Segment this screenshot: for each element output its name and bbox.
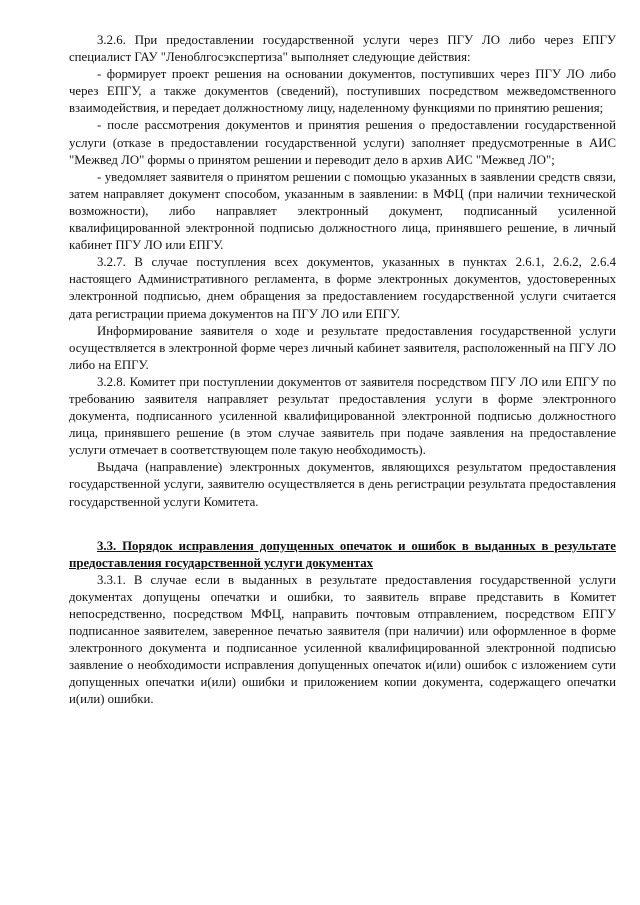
paragraph-issuance: Выдача (направление) электронных документов, являющихся результатом предоставления государственной услуги, заявителю осуществляется в день регистрации результата предоставления государственной услуги Комитета. [69, 460, 616, 509]
paragraph-informing: Информирование заявителя о ходе и результате предоставления государственной услуги осуществляется в электронной форме через личный кабинет заявителя, расположенный на ПГУ ЛО либо на ЕПГУ. [69, 323, 616, 372]
section-heading-3-3: 3.3. Порядок исправления допущенных опечаток и ошибок в выданных в результате предоставления государственной услуги документах [69, 538, 616, 570]
document-page [69, 32, 616, 709]
list-item-form-draft: - формирует проект решения на основании документов, поступивших через ПГУ ЛО либо через ЕПГУ, а также документов (сведений), поступивших посредством межведомственного взаимодействия, и передает должностному лицу, наделенному функциями по принятию решения; [69, 67, 616, 116]
paragraph-3-2-8: 3.2.8. Комитет при поступлении документов от заявителя посредством ПГУ ЛО или ЕПГУ по требованию заявителя направляет результат предоставления услуги в форме электронного документа, подписанного усиленной квалифицированной электронной подписью должностного лица, принявшего решение (в этом случае заявитель при подаче заявления на предоставление услуги отмечает в соответствующем поле такую необходимость). [69, 374, 616, 458]
paragraph-3-2-7: 3.2.7. В случае поступления всех документов, указанных в пунктах 2.6.1, 2.6.2, 2.6.4 настоящего Административного регламента, в форме электронных документов, удостоверенных электронной подписью, днем обращения за предоставлением государственной услуги считается дата регистрации приема документов на ПГУ ЛО или ЕПГУ. [69, 255, 616, 321]
paragraph-3-3-1: 3.3.1. В случае если в выданных в результате предоставления государственной услуги документах допущены опечатки и ошибки, то заявитель вправе представить в Комитет непосредственно, посредством МФЦ, направить почтовым отправлением, посредством ЕПГУ подписанное заявителем, заверенное печатью заявителя (при наличии) или оформленное в форме электронного документа и подписанное усиленной квалифицированной электронной подписью заявление о необходимости исправления допущенных опечаток и(или) ошибок с изложением сути допущенных опечатки и(или) ошибки и приложением копии документа, содержащего опечатки и(или) ошибки. [69, 572, 616, 707]
list-item-fill-forms: - после рассмотрения документов и принятия решения о предоставлении государственной услуги (отказе в предоставлении государственной услуги) заполняет предусмотренные в АИС "Межвед ЛО" формы о принятом решении и переводит дело в архив АИС "Межвед ЛО"; [69, 118, 616, 167]
paragraph-3-2-6: 3.2.6. При предоставлении государственной услуги через ПГУ ЛО либо через ЕПГУ специалист ГАУ "Леноблгосэкспертиза" выполняет следующие действия: [69, 33, 616, 65]
list-item-notify-applicant: - уведомляет заявителя о принятом решении с помощью указанных в заявлении средств связи, затем направляет документ способом, указанным в заявлении: в МФЦ (при наличии технической возможности), либо направляет электронный документ, подписанный усиленной квалифицированной электронной подписью должностного лица, принявшего решение, в личный кабинет ПГУ ЛО или ЕПГУ. [69, 169, 616, 253]
